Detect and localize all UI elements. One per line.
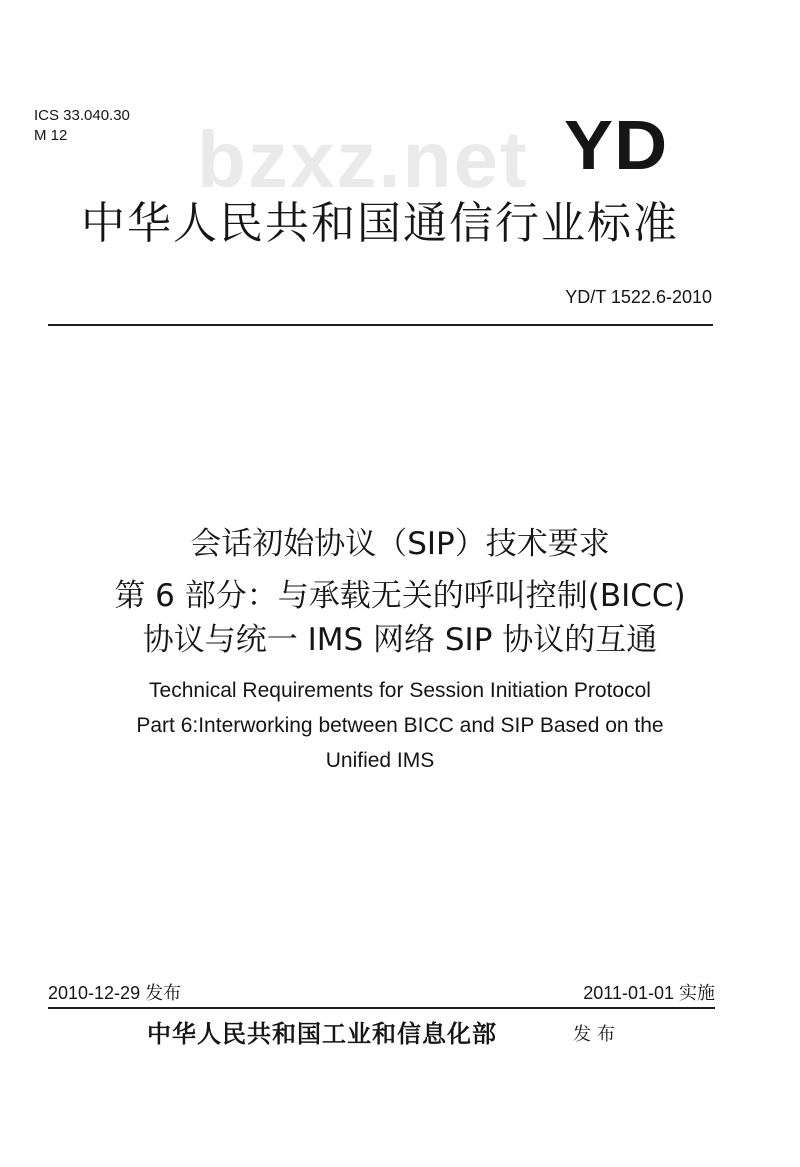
english-title-line-3: Unified IMS [325, 749, 435, 772]
implement-date: 2011-01-01 实施 [583, 983, 715, 1003]
ics-code: ICS 33.040.30 [34, 107, 130, 124]
footer-divider [48, 1007, 715, 1009]
standard-title: 中华人民共和国通信行业标准 [81, 198, 679, 249]
chinese-title-line-2: 第 6 部分：与承载无关的呼叫控制(BICC) [114, 578, 686, 614]
chinese-title-line-1: 会话初始协议（SIP）技术要求 [190, 526, 610, 562]
issuing-authority: 中华人民共和国工业和信息化部 [147, 1019, 497, 1048]
yd-logo: YD [564, 106, 669, 184]
english-title-line-2: Part 6:Interworking between BICC and SIP Based on the [136, 714, 664, 737]
category-code: M 12 [34, 127, 68, 144]
issuer-action: 发布 [573, 1024, 621, 1045]
watermark: bzxz.net [197, 115, 529, 204]
header-divider [48, 324, 713, 326]
chinese-title-line-3: 协议与统一 IMS 网络 SIP 协议的互通 [142, 622, 658, 658]
standard-number: YD/T 1522.6-2010 [565, 287, 712, 307]
english-title-line-1: Technical Requirements for Session Initiation Protocol [149, 679, 651, 702]
publish-date: 2010-12-29 发布 [48, 983, 182, 1003]
